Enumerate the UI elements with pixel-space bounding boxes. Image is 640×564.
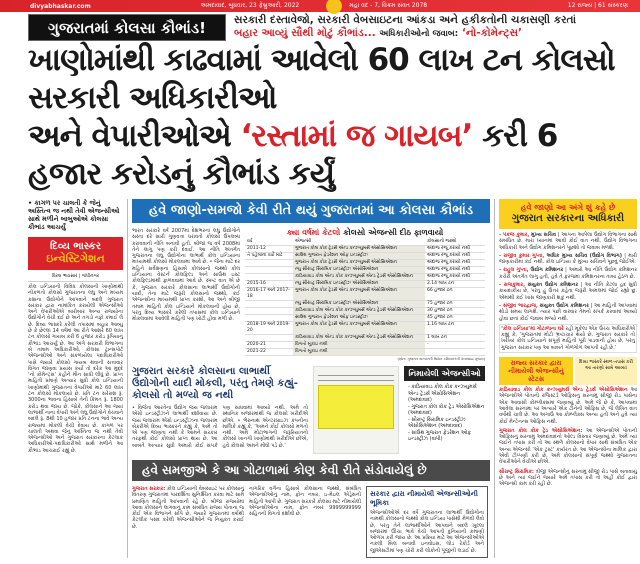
cell-year — [245, 301, 293, 308]
subhead-line1: સરકારી દસ્તાવેજો, સરકારી વેબસાઇટના આંકડા અને હકીકતોની ચકાસણી કરતાં — [234, 14, 577, 26]
official-statement: - રાજીવ કુમાર ગુપ્તા, અધિક મુખ્ય સચિવ (ઉદ્યોગ વિભાગ) | મારી જાણકારીમાં કંઈ નથી. કોલ ઇન્ડિયા કે મુખ્ય સચિવને પૂછવું જોઈએ. — [499, 252, 637, 266]
table-row — [245, 253, 485, 260]
left-blurb: • કાગળ પર ચાલતી કે જેનું અસ્તિત્વ જ નથી તેવી એજન્સીઓ સાથે મળીને બાબુઓએ કોલસા કૌભાંડ આચર્યું — [28, 199, 120, 231]
involved-text1: કોલ ઇન્ડિયાની વેબસાઇટ પર કોલસાનું વિતરણ ગુજરાતમાં પારદર્શિતા સુનિશ્ચિત કરવા માટે સામે પ્રમાણિત માહિતી આપવાની રહે છે. બીજા રાજ્યોમાં આવા કોલસાને લાગવાનું કામ સંબંધિત રાજ્ય પોતાના જ કોઈ એક વિભાગને સોંપે છે, જ્યારે ગુજરાતમાં વર્ષોથી કેટલીક પસંદ કરેલી એજન્સીઓને જ નિયુક્ત કરાઈ છે. — [132, 486, 244, 530]
table-row — [245, 246, 485, 253]
cell-agency: ગુજરાત કોલ કોક ટ્રેડર્સ એન્ડ કન્ઝ્યુમર્સ એસોસિએશન — [293, 260, 425, 267]
brand-investigation: ઇન્વેસ્ટિગેશન — [46, 252, 105, 265]
section-kicker: ગુજરાતમાં કોલસા કૌભાંડ! — [28, 14, 226, 41]
official-name: - સંજીવ ભારદ્વાજ, — [499, 302, 538, 309]
col-year: વર્ષ — [245, 239, 293, 246]
agency-status-text: ત્રીજી એજન્સીનું સરનામું સીજી રોડ પાસે બતાવાયું છે અને ત્યાં જઈને જ્યારે અમે તપાસ કરી તો અહીં કોઈ દ્વારા એજન્સી કામ કરી રહી છે. — [499, 468, 637, 488]
official-role: ઉદ્યોગ કમિશનર — [530, 267, 564, 274]
headline-line1: ખાણોમાંથી કાઢવામાં આવેલો 60 લાખ ટન કોલસો સરકારી અધિકારીઓ — [28, 42, 615, 116]
officials-title2: ગુજરાત સરકારના અધિકારી — [511, 213, 625, 224]
brand-name: દિવ્ય ભાસ્કર — [50, 241, 101, 252]
official-role: સંયુક્ત ઉદ્યોગ કમિશનર — [527, 282, 579, 289]
cell-year: 2021-22 — [245, 349, 293, 356]
official-role: અધિક મુખ્ય સચિવ (ઉદ્યોગ વિભાગ) — [546, 252, 622, 259]
involved-body1 — [132, 486, 244, 530]
official-text: મારી જાણકારીમાં કંઈ નથી. કોલ ઇન્ડિયા કે મુખ્ય સચિવને પૂછવું જોઈએ. — [499, 252, 637, 266]
agency-item: - સૌરાષ્ટ્ર સિરામિક ઇન્ડસ્ટ્રીઝ એસોસિએશન (અમદાવાદ) — [408, 416, 466, 429]
role-box-body: એજન્સીઓએ દર વર્ષે ગુજરાતના લાભાર્થી ઉદ્યોગોના નામથી કોલસાનો જથ્થો કોલ ઇન્ડિયા પાસેથી મેળવી લેવો છે, પરંતુ તેને લાભાર્થીઓને આપવાને બદલે ખુલ્લા બજારમાં ઊંચા ભાવે વેચી આપતી દુનિયાની કમાણી ઓળખ કરી જાય છે. આ પ્રક્રિયા માટે આ એજન્સીઓએ નકલી બિલ બનાવી ઇનવોઇસ, લોડ રેકોર્ડ અને જીએસટીમાં પણ ચોરી કરી લોકોની પૂંજીની લડાઈ છે. — [370, 510, 484, 554]
cell-quantity: 1.16 લાખ ટન — [425, 322, 485, 335]
status-note: દિવ્ય ભાસ્કરે સ્થળ-તપાસ કરી આ તારણો સામે આવ્યાં — [575, 357, 637, 385]
cell-quantity: 30 હજાર ટન — [425, 308, 485, 315]
column-divider — [127, 199, 128, 558]
official-statement: - રાહુલ ગુપ્તા, ઉદ્યોગ કમિશનર | અમારો આ નીતિ ઉદ્યોગ કમિશનર કચેરી અંતર્ગત લાગુ હતી, હવે તે ફરજમાં કમિશનરના તાબા હેઠળ છે. — [499, 267, 637, 280]
date: અમદાવાદ, બુધવાર, 23 ફેબ્રુઆરી, 2022 — [200, 2, 300, 9]
agency-status — [499, 428, 637, 466]
involved-lead: ગુજરાત સરકાર: — [132, 486, 166, 492]
table-row — [245, 349, 485, 356]
cell-year: 2020-21 — [245, 342, 293, 349]
sun-logo-icon — [326, 0, 342, 14]
agency-status — [499, 387, 637, 425]
cell-quantity: - — [425, 342, 485, 349]
cell-year — [245, 315, 293, 322]
cell-agency: સાઉથ ગુજરાત ફેડરેશન ઓફ ઇન્ડસ્ટ્રીઝ — [293, 253, 425, 260]
cell-agency: સાઉથ ગુજરાત ફેડરેશન ઓફ ઇન્ડસ્ટ્રીઝ — [293, 315, 425, 322]
officials-title-box — [499, 199, 637, 229]
cell-quantity: અંદાજ રજૂ કરાયો નથી — [425, 267, 485, 274]
list-story — [132, 366, 308, 449]
cell-quantity: અંદાજ રજૂ કરાયો નથી — [425, 253, 485, 260]
cell-agency: કાઠિયાવાડ કોલ એન્ડ કોક કન્ઝ્યુમર્સ એન્ડ ટ્રેડર્સ એસોસિએશન — [293, 274, 425, 281]
table-row — [245, 315, 485, 322]
column-divider — [494, 199, 495, 558]
involved-body2: નાગરિક વર્ગના હિસાબે કોલસાના જથ્થો, સંબંધિત એજન્સીઓનું નામ, ફોન નંબર, ઇ-મેઇલ એડ્રેસની માહિતી આપી છે. ગુજરાત સરકારે કોલસા માટે નીમાયેલી એજન્સીઓના નામ, ફોન નંબર 9999999999 સહિતની વિગતો દર્શાવી છે. — [249, 486, 361, 518]
agencies-box — [404, 366, 485, 443]
table-row — [245, 281, 485, 288]
cell-agency: કાઠિયાવાડ કોલ એન્ડ કોક કન્ઝ્યુમર્સ એન્ડ ટ્રેડર્સ એસોસિએશન — [293, 308, 425, 315]
allocation-table — [245, 239, 485, 356]
official-name: - પંકજ કુમાર, — [499, 232, 530, 238]
cell-year — [245, 260, 293, 267]
official-statement: - પંકજ કુમાર, મુખ્ય સચિવ | આપના આપેલા ઉદ્યોગ વિભાગના સાથે સંબંધિત છે. મારા ધ્યાનમાં આવી કોઈ વાત નથી. ઉદ્યોગ વિભાગના અધિકારી અને ઉદ્યોગ કમિશનરને પૂછશો તો જવાબ મળશે. — [499, 232, 637, 251]
right-column — [499, 199, 637, 491]
cell-agency: ન્યુ સૌરાષ્ટ્ર સિરામિક ઇન્ડસ્ટ્રીઝ એસોસિએશન — [293, 301, 425, 308]
header — [0, 12, 640, 193]
cell-year — [245, 335, 293, 342]
subhead-line2 — [234, 27, 638, 41]
official-statement: - સંજીવ ભારદ્વાજ, સંયુક્ત ઉદ્યોગ કમિશનર | આ માહિતી આપવામાં થોડો સમય લાગશે. ત્યાર પછી વારંવાર તેમનો સંપર્ક કરવામાં આવ્યો હોવા છતાં કોઈ જવાબ મળ્યો નથી. — [499, 302, 637, 322]
cell-quantity: અંદાજ રજૂ કરાયો નથી — [425, 246, 485, 253]
cell-year — [245, 267, 293, 274]
cell-year: 2018-19 અને 2019-20 — [245, 322, 293, 335]
cell-year — [245, 308, 293, 315]
involved-banner: હવે સમજીએ કે આ ગોટાળામાં કોણ કેવી રીતે સંડોવાયેલું છે — [132, 460, 490, 481]
officials-title1: હવે જાણો આ અંગે શું કહે છે — [520, 203, 616, 212]
subhead-nocomments: ‘નો-કોમેન્ટ્સ’ — [461, 27, 522, 39]
cell-agency: કાઠિયાવાડ કોલ એન્ડ કોક કન્ઝ્યુમર્સ એન્ડ ટ્રેડર્સ એસોસિએશન — [293, 335, 425, 342]
agency-status-name: ગુજરાત કોલ કોક ટ્રેડ એસોસિએશન: — [499, 427, 583, 434]
quote-lead: ‘કોલ ઇન્ડિયા’માં ગોટાળાના ઘરે — [501, 325, 564, 332]
explain-banner: હવે જાણો-સમજો કેવી રીતે થયું ગુજરાતમાં આ કોલસા કૌભાંડ — [132, 199, 490, 223]
agency-status-text: આ એજન્સીએ પોતાની રજિસ્ટર્ડ ઓફિસનું સરનામું સીજી રોડ પાસેના એક આવાસી કોમ્પ્લેક્સમાં જણાવ્યું છે. અમે જે છે કે, આપવામાં આવેલા સરનામા પર અત્યારે એક ટીનેની ઓફિસ છે, જે લેખિત વાત વર્ષોથી ચાલે છે. આ અગાઉ આ કોમ્પ્લેક્સ અન્ય હતી અને હવે ત્યાં કોઈ મેન્ટેનન્સ ઓફિસ નથી. — [499, 387, 637, 425]
cell-year: 2015-16 — [245, 281, 293, 288]
cell-agency: ન્યુ સૌરાષ્ટ્ર સિરામિક ઇન્ડસ્ટ્રીઝ એસોસિએશન — [293, 267, 425, 274]
table-source: (સ્રોત: ગુજરાત સરકારની ઉદ્યોગ કમિશનરની વેબસાઇટ મુજબ) — [397, 357, 485, 361]
cell-year: 2011-12 — [245, 246, 293, 253]
table-title-rest: કોલસો એજન્સી દીઠ ફાળવાયો — [343, 228, 444, 237]
table-row — [245, 274, 485, 281]
involved-row — [132, 486, 490, 558]
cell-quantity: અંદાજ રજૂ કરાયો નથી — [425, 260, 485, 267]
cell-quantity: 66 હજાર ટન — [425, 288, 485, 301]
cell-agency: ન્યુ સૌરાષ્ટ્ર સિરામિક ઇન્ડસ્ટ્રીઝ એસોસિએશન — [293, 281, 425, 288]
agency-status-name: સૌરાષ્ટ્ર સિરામિક: — [499, 468, 534, 475]
agencies-list — [404, 381, 485, 443]
table-row — [245, 260, 485, 267]
site-name[interactable]: divyabhaskar.com — [30, 2, 91, 10]
page-count: 12 રાજ્ય | 61 સંસ્કરણ — [567, 2, 628, 9]
officials-list — [499, 232, 637, 322]
status-title: રાજ્ય સરકાર દ્વારા નીમાયેલી એજન્સીનું સ્ટેટસ — [499, 357, 573, 385]
quote-text: રહી મૂકેલા એક ઉચ્ચ અધિકારીએ કહ્યું કે, ‘ગુજરાતમાં મોટો ભ્રષ્ટાચાર થયો છે. ગુજરાત સરકારે તો ખરેખર કોલ ઇન્ડિયાને સંપૂર્ણ માહિતી પૂરી પાડવાની હોય છે, પરંતુ ગુજરાત સરકાર પણ આ બાબતે ગોળગોળ આપતી રહી છે.’ — [501, 325, 635, 351]
cell-year: તે પહેલાંના વર્ષો માટે — [245, 253, 293, 260]
agency-item: - ગુજરાત કોલ કોક ટ્રેડ એસોસિએશન (અમદાવાદ) — [408, 403, 485, 416]
official-statement: - રાજકુમાર, સંયુક્ત ઉદ્યોગ કમિશનર | આ નીતિ કેટલા હદ સુધી કાયદાકીય છે, પરંતુ હું ઉત્તર કહેતા જરૂરી અમલમાં જોઈ રહ્યો છું. એમાંથી કંઈ ખાસ જાણકારી શકું નથી. — [499, 282, 637, 301]
official-text: આપના આપેલા ઉદ્યોગ વિભાગના સાથે સંબંધિત છે. મારા ધ્યાનમાં આવી કોઈ વાત નથી. ઉદ્યોગ વિભાગના અધિકારી અને ઉદ્યોગ કમિશનરને પૂછશો તો જવાબ મળશે. — [499, 232, 637, 251]
cell-agency: ગુજરાત કોલ કોક ટ્રેડર્સ એન્ડ કન્ઝ્યુમર્સ એસોસિએશન — [293, 322, 425, 335]
coal-india-quote — [499, 324, 637, 353]
allocation-table-box — [245, 228, 485, 361]
table-row — [245, 267, 485, 274]
table-row — [245, 335, 485, 342]
middle-column — [132, 199, 490, 558]
subhead — [234, 14, 638, 41]
headline-quote: ‘રસ્તામાં જ ગાયબ’ — [240, 118, 473, 154]
kicker-row — [28, 14, 638, 41]
official-role: મુખ્ય સચિવ — [531, 232, 556, 238]
left-body: કોલ ઇન્ડિયાની વિવિધ કોલસાની ખાણોમાંથી નીકળતો કોલસો ગુજરાતના લઘુ અને મધ્યમ કક્ષાના ઉદ્યોગોને આપવાને બદલે ગુજરાત સરકાર દ્વારા નામાંકિત કરાયેલી એજન્સીઓ અને વેપારીઓએ બારોબાર અન્ય રાજ્યોના ઉદ્યોગોને વેચી દઈ છે અને તગડો નફો કમાઈ લે છે. દિવ્ય ભાસ્કરે કરેલી તપાસમાં બહાર આવ્યું છે કે છેલ્લાં 14 વર્ષમાં આ રીતે આશરે 60 લાખ ટન કોલસો ગાયબ કરી 6 હજાર કરોડ રૂપિયાનું કૌભાંડ આચર્યું છે. આ અંગે સરકારી વિભાગના બે તમામ અધિકારીઓ, કોલસા ટ્રાન્સપોર્ટ એજન્સીઓ અને સંકળાયેલા પદાધિકારીઓ પાસે જ્યારે કોલસો ગાયબ થવાની સત્તાવાર વિગત જાણવા પ્રયાસ કર્યો તો દરેક આ મુદ્દે ‘નો કોમેન્ટ્સ’ કહીને મૌન સાધી લીધું છે. પ્રાપ્ત માહિતી પ્રમાણે અત્યાર સુધી કોલ ઇન્ડિયાની ખાણોમાંથી ગુજરાતના વેપારીઓ માટે 60 લાખ ટન કોલસો મોકલાયો છે. પ્રતિ ટન સરેરાશ રૂ. 3000ના ભાવના હિસાબે તેની કિંમત રૂ. 1800 કરોડ થવા જાય છે. જોકે, કોલસાને આ જ્યાં લાભાર્થી નાના વેપારી અને લઘુ ઉદ્યોગોને વેચવાને બદલે રૂ. 8થી 10 હજાર પ્રતિ ટનના ભાવે અન્ય રાજ્યમાં મોકલી વેચી દેવાય છે. કાગળ પર ચાલતી અથવા જેનું અસ્તિત્વ જ નથી તેવી એજન્સીઓ અને ગુજરાત સરકારના કેટલાક અધિકારીઓ-પદાધિકારીઓ સાથે મળીને આ કૌભાંડ આચરાઈ રહ્યું છે. — [28, 284, 123, 454]
cell-agency: ગુજરાત કોલ કોક ટ્રેડર્સ એન્ડ કન્ઝ્યુમર્સ એસોસિએશન — [293, 288, 425, 301]
official-name: - રાજકુમાર, — [499, 282, 526, 289]
document-image — [313, 366, 399, 454]
list-story-body: • વિજેતા આરતેના ઉદ્યોગ જય જલારામ એગ્રો ઇન્ડસ્ટ્રીઝને લાભાર્થી દર્શાવાયા છે. જય જલારામ એગ્રો ઇન્ડસ્ટ્રીઝના જલારામ બેકરીએ દિવ્ય ભાસ્કરને કહ્યું કે, અમે તો એ પણ જાણતા નથી કે આમને સરકાર તરફથી કોઈ કોલસો પ્રાપ્ત થાય છે. આ બાબતે અત્યાર સુધી અમારો કોઈ સંપર્ક પણ સાધવામાં આવ્યો નથી. અમે તો સ્થાનિક બજારમાંથી જ કોલસો ખરીદીએ છીએ. • ભેરુનાથ એન્ટરપ્રાઇઝ કંપનીના માલિકે કહ્યું કે, ‘અમને કોઈ કોલસો મળતો નથી. અમે મોટાભાગની જરૂરિયાતનો કોલસો ખાનગી ખાણોમાંથી ખરીદીએ છીએ, હવે કોલસો અમને મોંઘો પડે છે.’ — [132, 405, 308, 449]
headline-a: અને વેપારીઓએ — [28, 118, 231, 154]
table-row — [245, 301, 485, 308]
tithi: મહા વદ - 7, વિક્રમ સંવત 2078 — [349, 2, 428, 9]
agency-status-text: આ એજન્સીએ પોતાની ઓફિસનું સરનામું અમદાવાદનો ઓલ્ડ વિસ્તાર જણાવ્યું છે. અમે ત્યાં જઈને તપાસ કરી તો આ સ્થળે કોલસાનો વેપાર સાથે સંબંધિત એક અન્ય એજન્સી ‘એક ટ્રસ્ટ’ કાર્યરત છે. આ એજન્સીના માલિક દ્વારા એવી ટીપ્પણી કરી છે, અમે કોલસાનો સંપૂર્ણ જથ્થો ગુજરાતના વેપારીઓને વેચીએ છીએ. — [499, 427, 637, 466]
role-box-title: સરકાર દ્વારા નીમાયેલી એજન્સીઓની ભૂમિકા — [370, 490, 478, 507]
official-text: આ માહિતી આપવામાં થોડો સમય લાગશે. ત્યાર પછી વારંવાર તેમનો સંપર્ક કરવામાં આવ્યો હોવા છતાં કોઈ જવાબ મળ્યો નથી. — [499, 302, 637, 322]
cell-quantity: અંદાજ રજૂ કરાયો નથી — [425, 274, 485, 281]
main-content — [0, 193, 640, 564]
explain-row — [132, 228, 490, 361]
headline-b: કરી 6 હજાર કરોડનું કૌભાંડ કર્યું — [28, 118, 558, 192]
list-story-row — [132, 366, 490, 454]
masthead-bar — [0, 0, 640, 12]
byline: વિરલ ભાવસાર | ગાંધીનગર — [28, 270, 123, 282]
left-column — [28, 199, 123, 454]
table-row — [245, 322, 485, 335]
headline-line2 — [28, 117, 636, 193]
col-agency: એજન્સી — [293, 239, 425, 246]
role-box — [366, 486, 488, 558]
agency-status — [499, 469, 637, 488]
list-story-headline: ગુજરાત સરકારે કોલસાના લાભાર્થી ઉદ્યોગોની યાદી મોકલી, પરંતુ તેમણે કહ્યું- કોલસો તો મળ્યો જ નથી — [132, 366, 298, 401]
table-row — [245, 288, 485, 301]
table-title-red: ક્યા વર્ષમાં કેટલો — [286, 228, 341, 237]
cell-quantity — [425, 349, 485, 356]
investigation-badge — [28, 237, 123, 270]
status-list — [499, 387, 637, 487]
cell-agency: વિગતો મૂકાઇ નથી — [293, 349, 425, 356]
table-row — [245, 308, 485, 315]
cell-quantity: 75 હજાર ટન — [425, 301, 485, 308]
official-text: અમારો આ નીતિ ઉદ્યોગ કમિશનર કચેરી અંતર્ગત લાગુ હતી, હવે તે ફરજમાં કમિશનરના તાબા હેઠળ છે. — [499, 267, 637, 280]
cell-agency: ગુજરાત કોલ કોક ટ્રેડર્સ એન્ડ કન્ઝ્યુમર્સ એસોસિએશન — [293, 246, 425, 253]
cell-quantity: 45 હજાર ટન — [425, 315, 485, 322]
official-role: સંયુક્ત ઉદ્યોગ કમિશનર — [539, 302, 589, 309]
cell-quantity: 1 લાખ ટન — [425, 335, 485, 342]
table-row — [245, 342, 485, 349]
explain-body: ભારત સરકારે વર્ષ 2007માં દેશભરનાં લઘુ ઉદ્યોગોને સસ્તા દરે સારી ગુણવત્તા ધરાવતો કોલસો ઉપલબ્ધ કરાવવાની નીતિ બનાવી હતી. બીજા જ વર્ષ 2008માં તેને લાગુ પણ કરી દેવાઈ. આ નીતિ અંતર્ગત ગુજરાતના લઘુ ઉદ્યોગોના લાભાર્થે કોલ ઇન્ડિયાના માધ્યમથી કોલસો મોકલવામાં આવે છે. • જેના માટે દર મહિને સર્વેક્ષણના હિસાબે કોલસાનો જથ્થો કોલ ઇન્ડિયાના વેસ્ટર્ન કોલફિલ્ડ અને સાઉથ ઇસ્ટ કોલફિલ્ડમાંથી ફાળવવામાં આવે છે. સ્પષ્ટ વાત એ છે કે, ગુજરાત સરકારે કોલસાના લાભાર્થી ઉદ્યોગોની યાદી, તેના માટે જરૂરી કોલસાનો જથ્થો, કઈ એજન્સીના માધ્યમથી પ્રાપ્ત કરશો, આ અને બીજી તમામ માહિતી કોલ ઇન્ડિયાને મોકલવાની હોય છે, પરંતુ દિવ્ય ભાસ્કરે કરેલી તપાસમાં કોલ ઇન્ડિયાને મોકલવામાં આવેલી માહિતી પણ ખોટી હોવા મળી છે. — [132, 228, 240, 323]
cell-agency: વિગતો મૂકાઇ નથી — [293, 342, 425, 349]
cell-year: 2016-17 અને 2017-18 — [245, 288, 293, 301]
official-name: - રાહુલ ગુપ્તા, — [499, 267, 529, 274]
cell-quantity: 2.14 લાખ ટન — [425, 281, 485, 288]
agency-item: - સાઉથ ગુજરાત ફેડરેશન ઓફ ઇન્ડસ્ટ્રીઝ (વાપી) — [408, 429, 471, 442]
subhead-officials: અધિકારીઓનો જવાબ: — [379, 29, 459, 39]
col-quantity: કોલસાનો જથ્થો — [425, 239, 485, 246]
status-header — [499, 357, 637, 385]
agency-item: - કાઠિયાવાડ કોલ કોક કન્ઝ્યુમર્સ એન્ડ ટ્રેડર્સ એસોસિએશન (અમદાવાદ) — [408, 384, 477, 403]
cell-year — [245, 274, 293, 281]
agencies-label: નિમાયેલી એજન્સીઓ — [404, 366, 485, 381]
table-title — [245, 228, 485, 238]
official-name: - રાજીવ કુમાર ગુપ્તા, — [499, 252, 545, 259]
official-text: આ નીતિ કેટલા હદ સુધી કાયદાકીય છે, પરંતુ હું ઉત્તર કહેતા જરૂરી અમલમાં જોઈ રહ્યો છું. એમાંથી કંઈ ખાસ જાણકારી શકું નથી. — [499, 282, 637, 301]
agency-status-name: કાઠિયાવાડ કોલ કોક કન્ઝ્યુમર્સ એન્ડ ટ્રેડર્સ એસોસિએશન — [499, 387, 628, 394]
subhead-red: બહાર આવ્યું સૌથી મોટું કૌભાંડ... — [234, 27, 376, 39]
